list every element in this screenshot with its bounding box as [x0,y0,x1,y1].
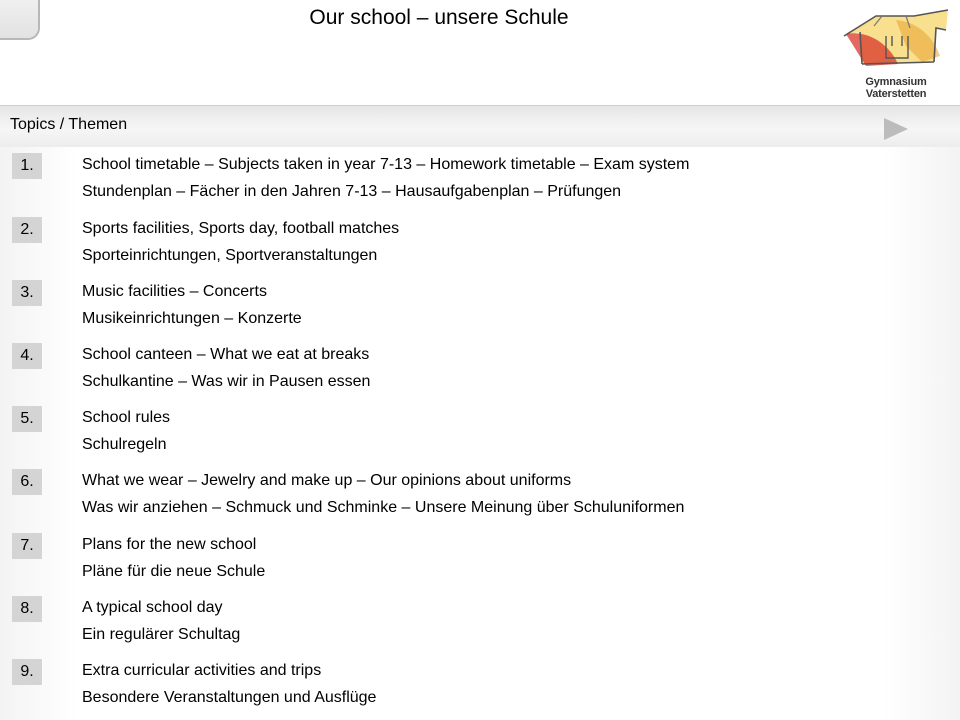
topic-item [0,406,960,466]
topic-english: What we wear – Jewelry and make up – Our opinions about uniforms [82,472,572,489]
topic-german: Musikeinrichtungen – Konzerte [82,310,302,327]
topic-german: Sporteinrichtungen, Sportveranstaltungen [82,247,378,264]
topic-number: 5. [12,406,42,432]
school-logo-icon [836,6,956,76]
topics-label: Topics / Themen [10,116,128,133]
topic-item [0,343,960,403]
topic-english: School rules [82,409,171,426]
topic-german: Schulregeln [82,436,167,453]
topic-number: 1. [12,153,42,179]
page-title: Our school – unsere Schule [309,6,569,29]
topic-number: 8. [12,596,42,622]
topic-number: 7. [12,533,42,559]
topic-english: Plans for the new school [82,536,257,553]
topic-english: Sports facilities, Sports day, football matches [82,220,400,237]
topic-item [0,533,960,593]
topic-number: 9. [12,659,42,685]
topic-english: School timetable – Subjects taken in year 7-13 – Homework timetable – Exam system [82,156,690,173]
topic-german: Pläne für die neue Schule [82,563,266,580]
topic-german: Was wir anziehen – Schmuck und Schminke – Unsere Meinung über Schuluniformen [82,499,685,516]
topics-bar [0,105,960,148]
topic-english: School canteen – What we eat at breaks [82,346,370,363]
topic-number: 3. [12,280,42,306]
topic-item [0,280,960,340]
topic-german: Ein regulärer Schultag [82,626,241,643]
topic-german: Besondere Veranstaltungen und Ausflüge [82,689,377,706]
topic-item [0,217,960,277]
topic-english: Extra curricular activities and trips [82,662,322,679]
topic-number: 2. [12,217,42,243]
topic-item [0,469,960,529]
topic-item [0,596,960,656]
topic-number: 4. [12,343,42,369]
topic-english: Music facilities – Concerts [82,283,267,300]
school-logo [836,6,956,98]
topic-number: 6. [12,469,42,495]
topic-german: Stundenplan – Fächer in den Jahren 7-13 – Hausaufgabenplan – Prüfungen [82,183,622,200]
topic-item [0,153,960,213]
topics-list [0,147,960,720]
topic-english: A typical school day [82,599,223,616]
next-arrow-icon[interactable] [884,118,908,140]
topic-german: Schulkantine – Was wir in Pausen essen [82,373,371,390]
topic-item [0,659,960,719]
logo-text: Gymnasium Vaterstetten [865,76,927,100]
